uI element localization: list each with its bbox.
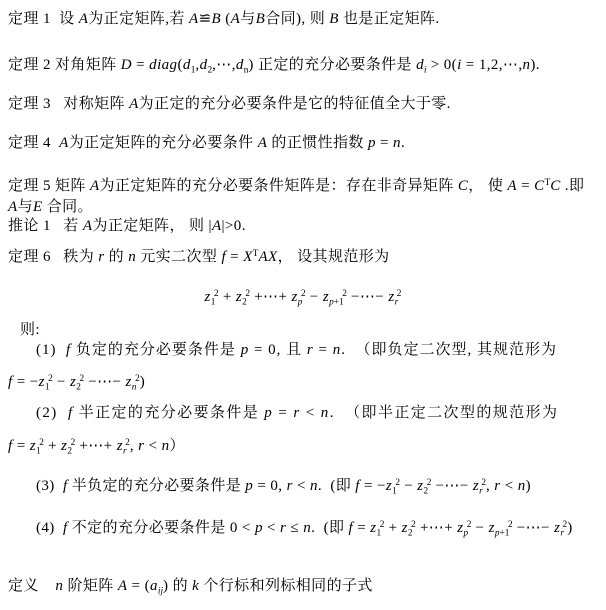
theorem-1-line: 定理 1 设 A为正定矩阵,若 A≌B (A与B合同), 则 B 也是正定矩阵. bbox=[8, 11, 440, 27]
theorem-6-line: 定理 6 秩为 r 的 n 元实二次型 $f = X^TAX$， 设其规范形为 bbox=[8, 248, 390, 265]
theorem-5-line-2: A与E 合同。 bbox=[8, 199, 93, 215]
item-2-formula: $f = z_1^2 + z_2^2$ +⋯+ $z_r^2$, r < n） bbox=[8, 437, 185, 457]
definition-line: 定义 n 阶矩阵 $A = (a_{ij})$ 的 k 个行标和列标相同的子式 bbox=[8, 578, 373, 597]
item-4-line: (4) f 不定的充分必要条件是 0 < p < r ≤ n. (即 $f = z_1^2 + z_2^2$ +⋯+ $z_p^2 - z_{p+1}^2$ −⋯− $z_r^2$) bbox=[36, 519, 573, 539]
canonical-form-formula: $z_1^2 + z_2^2$ +⋯+ $z_p^2 - z_{p+1}^2$ −⋯− $z_r^2$ bbox=[204, 288, 402, 308]
theorem-3-line: 定理 3 对称矩阵 A为正定的充分必要条件是它的特征值全大于零. bbox=[8, 96, 451, 112]
item-2-line: (2) f 半正定的充分必要条件是 p = r < n. （即半正定二次型的规范形为 bbox=[36, 405, 559, 421]
item-3-line: (3) f 半负定的充分必要条件是 p = 0, r < n. (即 $f = -z_1^2 - z_2^2$ −⋯− $z_r^2$, r < n) bbox=[36, 477, 532, 497]
theorem-2-line: 定理 2 对角矩阵 $D = diag(d_1,d_2,\cdots,d_n)$ 正定的充分必要条件是 $d_i > 0(i$ = 1,2,⋯,n). bbox=[8, 57, 540, 76]
theorem-4-line: 定理 4 A为正定矩阵的充分必要条件 A 的正惯性指数 p = n. bbox=[8, 135, 406, 151]
item-1-formula: $f = -z_1^2 - z_2^2$ −⋯− $z_n^2$) bbox=[8, 373, 146, 393]
then-label: 则: bbox=[20, 322, 40, 338]
theorem-5-line-1: 定理 5 矩阵 A为正定矩阵的充分必要条件矩阵是：存在非奇异矩阵 C， 使 $A = C^TC$ .即 bbox=[8, 177, 585, 194]
corollary-1-line: 推论 1 若 A为正定矩阵， 则 |A|>0. bbox=[8, 218, 246, 234]
item-1-line: (1) f 负定的充分必要条件是 p = 0, 且 r = n. （即负定二次型, 其规范形为 bbox=[36, 342, 557, 358]
